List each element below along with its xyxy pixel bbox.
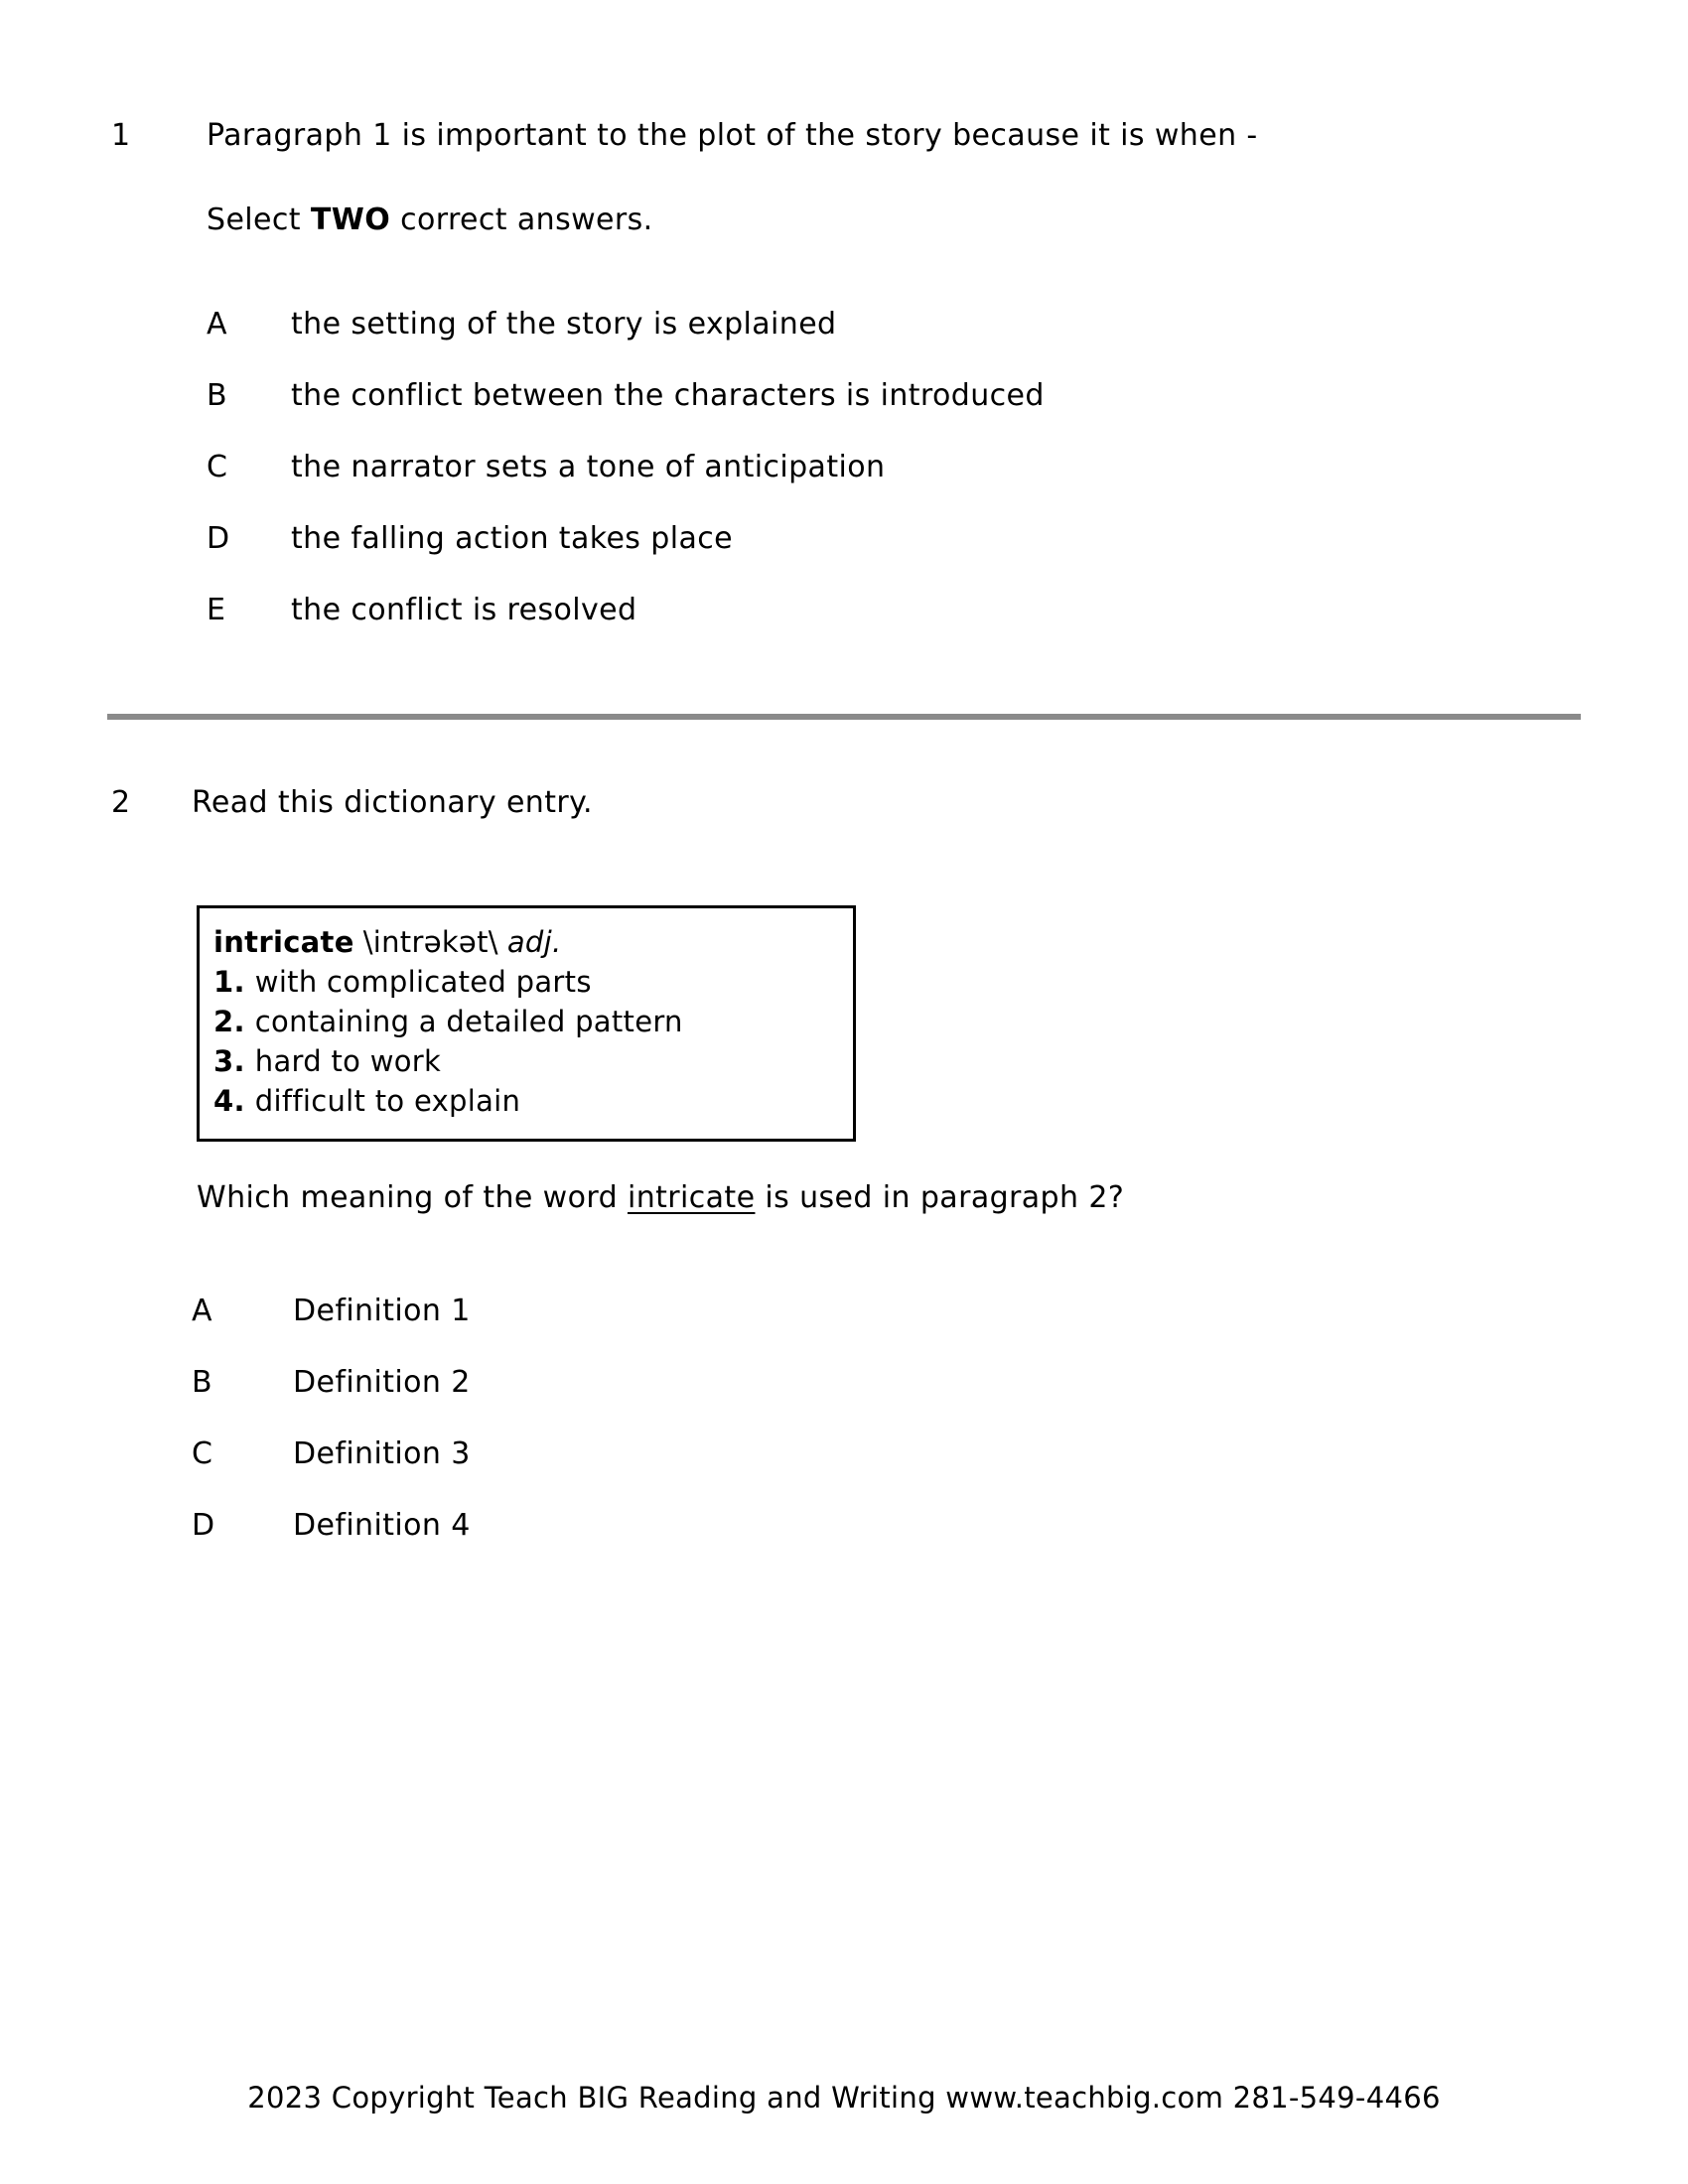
option-letter: D — [207, 521, 230, 556]
select-instruction-emphasis: TWO — [310, 203, 391, 237]
question1-prompt: Paragraph 1 is important to the plot of the story because it is when - — [207, 118, 1258, 153]
option-letter: D — [192, 1508, 215, 1543]
dictionary-part-of-speech: adj. — [506, 925, 562, 959]
option-text: the conflict between the characters is introduced — [291, 378, 1045, 413]
definition-text: with complicated parts — [254, 965, 592, 999]
dictionary-pronunciation: \intrəkət\ — [362, 925, 498, 959]
option-text: the falling action takes place — [291, 521, 733, 556]
question2-question-line — [197, 1180, 1125, 1215]
dictionary-entry-box — [197, 905, 856, 1142]
definition-text: hard to work — [254, 1044, 442, 1078]
option-letter: B — [192, 1365, 212, 1400]
option-letter: A — [192, 1294, 212, 1328]
question2-number: 2 — [111, 785, 131, 820]
definition-number: 1. — [213, 965, 245, 999]
option-letter: A — [207, 307, 227, 341]
dictionary-definition — [213, 1081, 839, 1121]
option-text: the conflict is resolved — [291, 593, 637, 627]
option-letter: C — [192, 1436, 213, 1471]
question2-underlined-word: intricate — [627, 1180, 756, 1215]
definition-number: 2. — [213, 1005, 245, 1038]
option-text: Definition 3 — [293, 1436, 471, 1471]
definition-text: difficult to explain — [254, 1084, 521, 1118]
dictionary-headword: intricate — [213, 925, 354, 959]
option-text: Definition 1 — [293, 1294, 471, 1328]
definition-text: containing a detailed pattern — [254, 1005, 683, 1038]
option-text: Definition 2 — [293, 1365, 471, 1400]
question2-prompt: Read this dictionary entry. — [192, 785, 593, 820]
option-letter: C — [207, 450, 228, 484]
question2-text-after: is used in paragraph 2? — [755, 1180, 1125, 1215]
definition-number: 4. — [213, 1084, 245, 1118]
question1-select-instruction — [207, 205, 653, 235]
question1-number: 1 — [111, 118, 131, 153]
option-letter: E — [207, 593, 226, 627]
select-instruction-suffix: correct answers. — [390, 203, 653, 237]
dictionary-definition — [213, 1002, 839, 1041]
definition-number: 3. — [213, 1044, 245, 1078]
section-divider — [107, 714, 1581, 720]
dictionary-definition — [213, 1041, 839, 1081]
dictionary-headline — [213, 922, 839, 962]
select-instruction-prefix: Select — [207, 203, 311, 237]
option-text: the setting of the story is explained — [291, 307, 837, 341]
option-text: the narrator sets a tone of anticipation — [291, 450, 886, 484]
option-text: Definition 4 — [293, 1508, 471, 1543]
option-letter: B — [207, 378, 227, 413]
footer-copyright: 2023 Copyright Teach BIG Reading and Writing www.teachbig.com 281-549-4466 — [247, 2081, 1441, 2115]
question2-text-before: Which meaning of the word — [197, 1180, 628, 1215]
dictionary-definition — [213, 962, 839, 1002]
